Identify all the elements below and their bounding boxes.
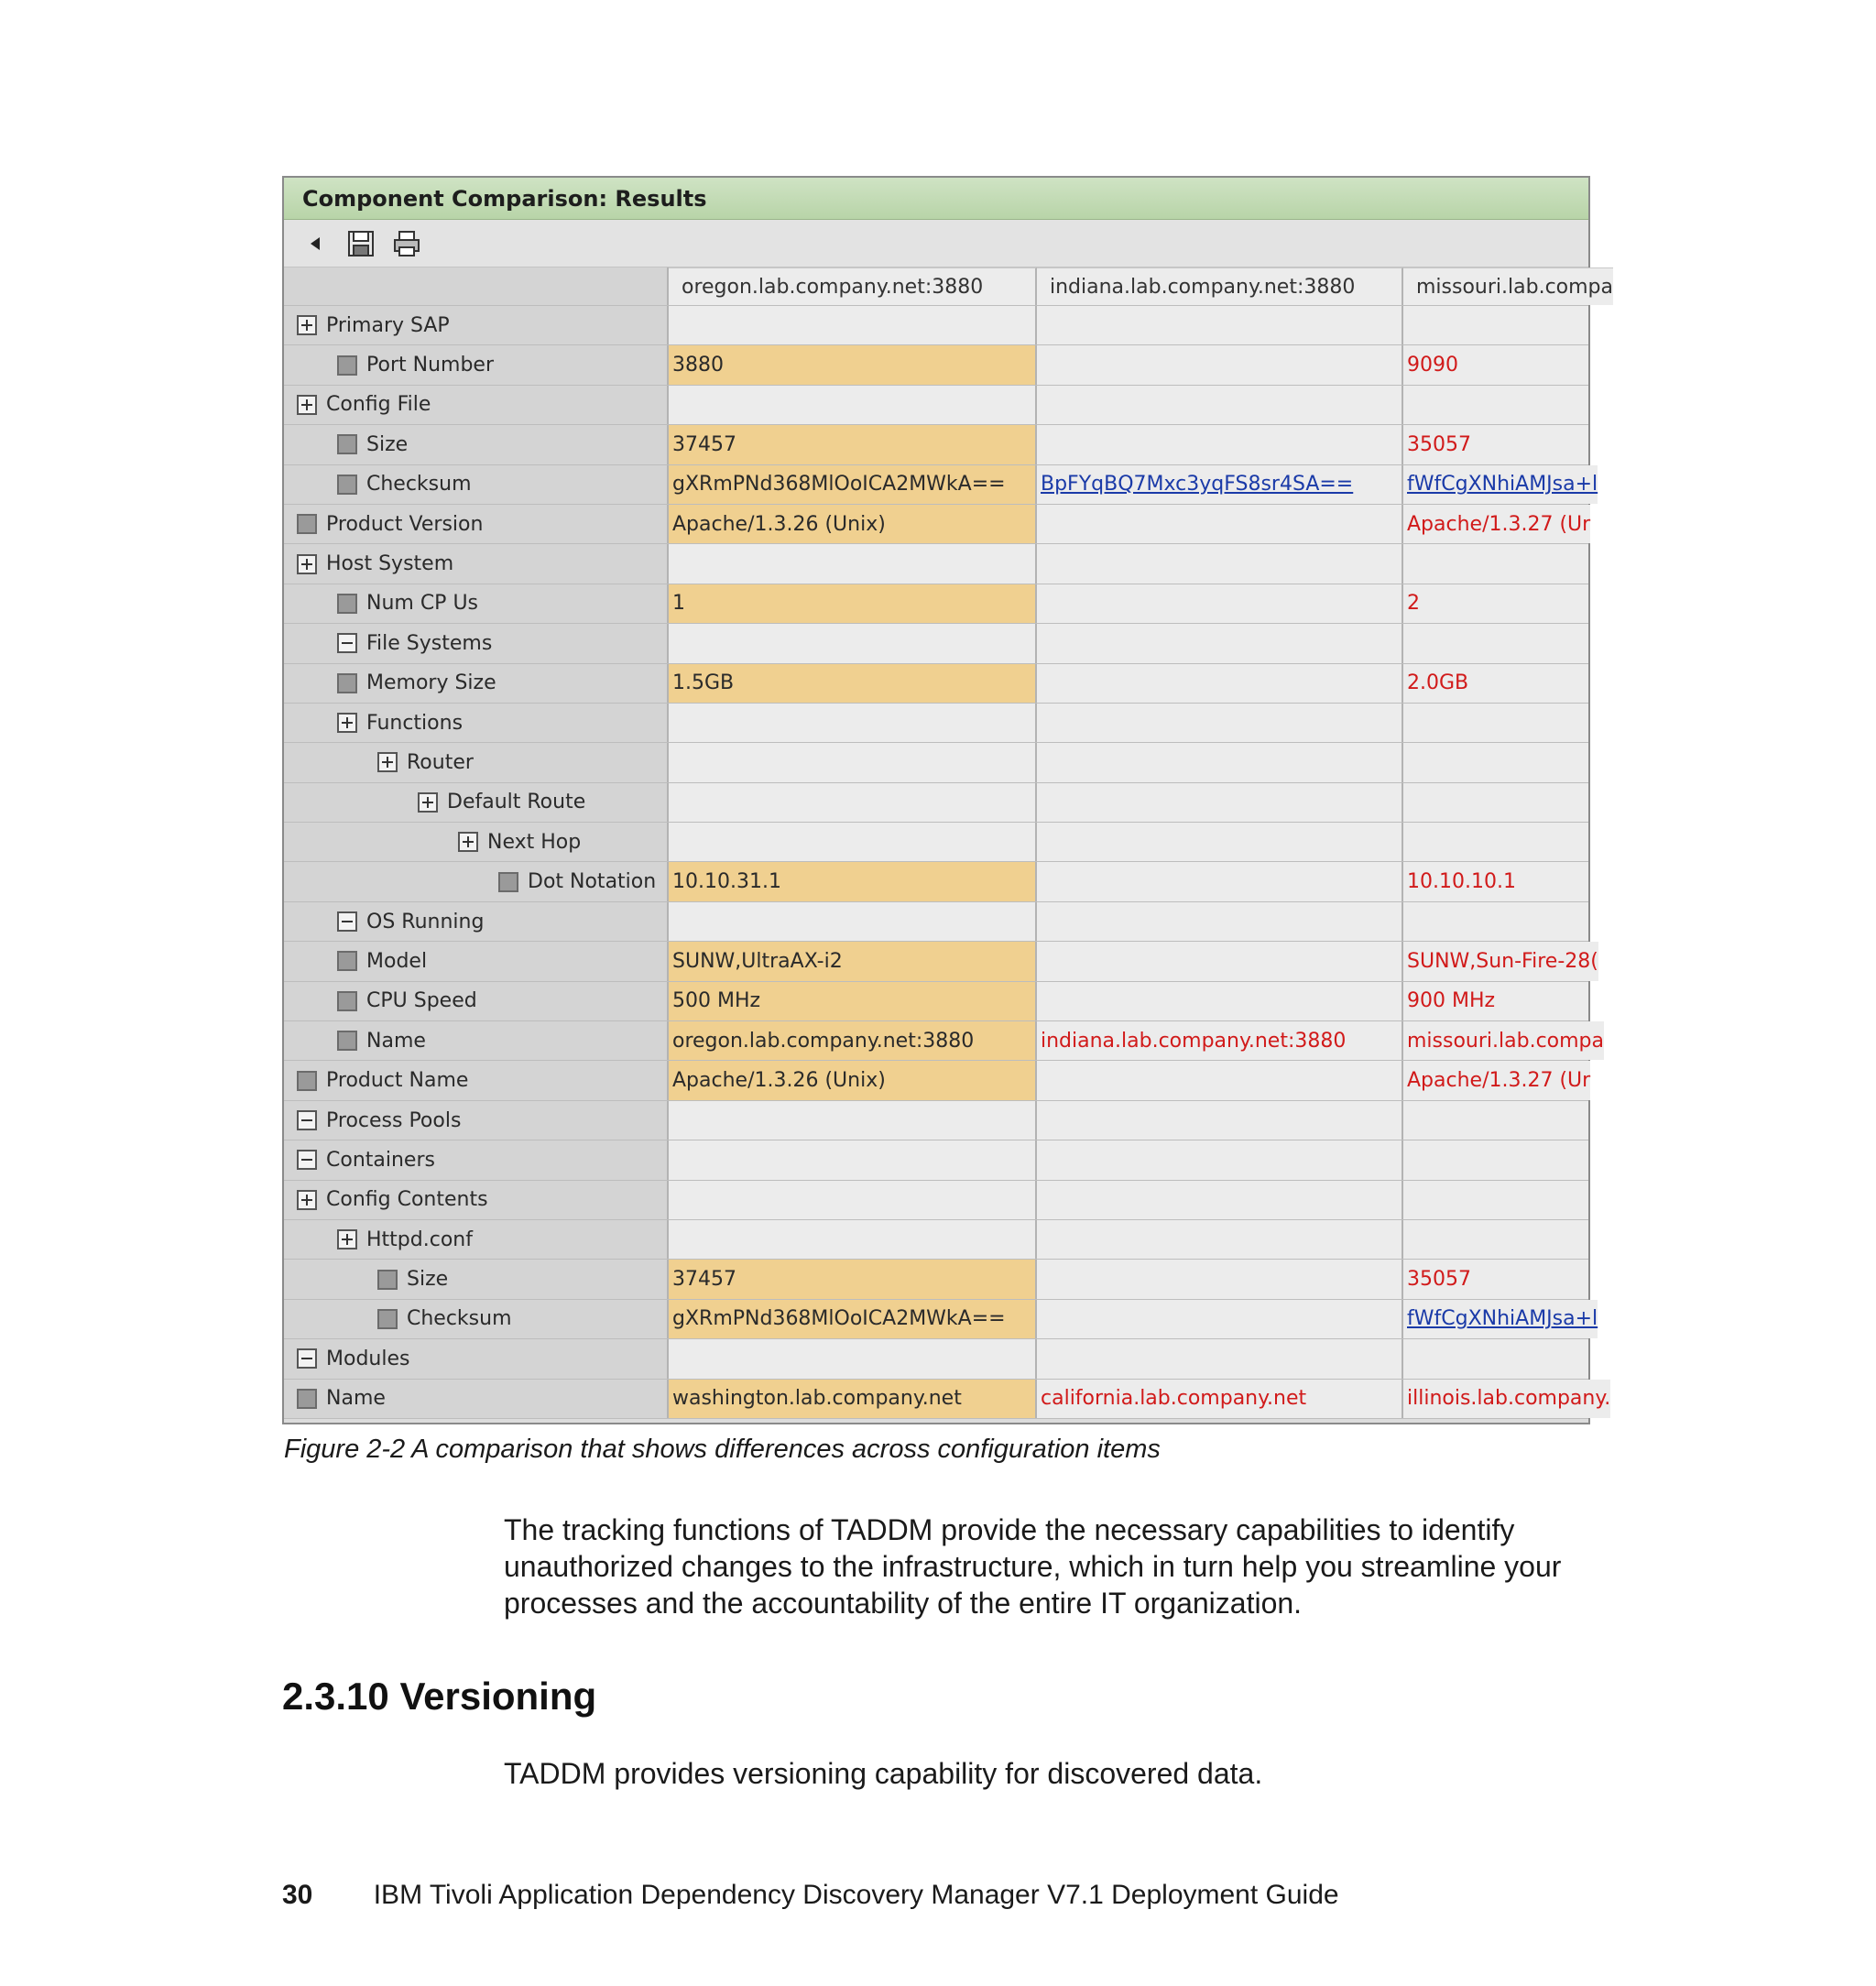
leaf-node-icon [337,951,357,971]
table-row[interactable] [284,1220,1588,1260]
value-cell-oregon [669,544,1037,583]
row-label-cell [284,306,669,344]
value-cell-indiana [1037,505,1403,543]
value-cell-oregon [669,624,1037,662]
value-cell-indiana [1037,1260,1403,1298]
row-label: Size [407,1268,449,1292]
body-paragraph-2: TADDM provides versioning capability for discovered data. [504,1757,1263,1790]
table-row[interactable] [284,1021,1605,1061]
value-cell-oregon: washington.lab.company.net [669,1380,1037,1418]
row-label: OS Running [366,910,485,933]
value-cell-indiana [1037,783,1403,822]
value-cell-oregon [669,783,1037,822]
row-label-cell [284,1021,669,1060]
value-cell-oregon: Apache/1.3.26 (Unix) [669,505,1037,543]
leaf-node-icon [337,434,357,454]
value-cell-oregon [669,743,1037,781]
row-label-cell [284,902,669,941]
row-label: Product Name [326,1069,469,1093]
row-label-cell [284,1140,669,1179]
row-label: Port Number [366,354,494,377]
row-label: Process Pools [326,1108,462,1132]
row-label: Checksum [366,473,472,496]
row-label: Model [366,949,428,973]
value-cell-oregon: 1.5GB [669,664,1037,703]
value-cell-missouri[interactable]: fWfCgXNhiAMJsa+l [1403,1300,1598,1338]
leaf-node-icon [337,594,357,614]
table-row[interactable] [284,823,1588,862]
value-cell-indiana [1037,1061,1403,1099]
expand-icon[interactable] [297,1190,317,1210]
row-label: Name [326,1387,386,1411]
value-cell-missouri [1403,1101,1588,1140]
value-cell-oregon [669,386,1037,424]
row-label-cell [284,1101,669,1140]
table-row[interactable] [284,584,1588,624]
row-label-cell [284,544,669,583]
value-cell-oregon [669,1339,1037,1378]
table-row[interactable] [284,386,1588,425]
collapse-icon[interactable] [297,1348,317,1369]
leaf-node-icon [377,1309,398,1329]
value-cell-indiana [1037,982,1403,1020]
value-cell-oregon [669,902,1037,941]
row-label: Httpd.conf [366,1228,473,1251]
value-cell-oregon [669,1140,1037,1179]
leaf-node-icon [337,673,357,693]
value-cell-indiana [1037,544,1403,583]
value-cell-missouri [1403,1181,1588,1219]
row-label-cell [284,664,669,703]
row-label: Num CP Us [366,592,479,616]
table-row[interactable] [284,425,1588,464]
value-cell-oregon: oregon.lab.company.net:3880 [669,1021,1037,1060]
value-cell-missouri: illinois.lab.company. [1403,1380,1610,1418]
table-row[interactable] [284,942,1598,981]
print-icon[interactable] [390,227,423,260]
row-label: CPU Speed [366,989,477,1013]
comparison-figure [282,176,1614,1424]
value-cell-missouri: 900 MHz [1403,982,1588,1020]
value-cell-oregon [669,1101,1037,1140]
collapse-icon[interactable] [337,633,357,653]
row-label-cell [284,465,669,504]
row-label: Dot Notation [528,870,657,894]
value-cell-indiana [1037,1101,1403,1140]
expand-icon[interactable] [297,554,317,574]
row-label: Modules [326,1347,410,1370]
value-cell-missouri: Apache/1.3.27 (Ur [1403,505,1590,543]
value-cell-indiana [1037,584,1403,623]
value-cell-missouri: 35057 [1403,425,1588,464]
leaf-node-icon [297,1389,317,1409]
row-label-cell [284,425,669,464]
row-label-cell [284,505,669,543]
leaf-node-icon [498,872,518,892]
value-cell-indiana [1037,704,1403,742]
collapse-icon[interactable] [297,1150,317,1170]
value-cell-oregon [669,306,1037,344]
row-label-cell [284,1339,669,1378]
row-label-cell [284,1181,669,1219]
value-cell-missouri: 35057 [1403,1260,1588,1298]
value-cell-missouri [1403,624,1588,662]
row-label-cell [284,1300,669,1338]
row-label: Memory Size [366,671,496,695]
row-label: Checksum [407,1307,512,1331]
row-label-cell [284,345,669,384]
row-label-cell [284,783,669,822]
row-label: Config Contents [326,1188,488,1212]
figure-caption: Figure 2-2 A comparison that shows differences across configuration items [284,1435,1161,1464]
leaf-node-icon [377,1270,398,1290]
row-label: Containers [326,1148,435,1172]
value-cell-oregon: gXRmPNd368MlOoICA2MWkA== [669,465,1037,504]
row-label-cell [284,1220,669,1259]
value-cell-oregon: 10.10.31.1 [669,862,1037,900]
table-row[interactable] [284,862,1588,901]
expand-icon[interactable] [297,315,317,335]
value-cell-oregon: 37457 [669,1260,1037,1298]
value-cell-indiana [1037,1220,1403,1259]
value-cell-indiana [1037,1339,1403,1378]
value-cell-missouri [1403,783,1588,822]
table-row[interactable] [284,1061,1591,1100]
value-cell-indiana [1037,942,1403,980]
expand-icon[interactable] [337,713,357,733]
row-label-cell [284,862,669,900]
value-cell-oregon [669,823,1037,861]
back-arrow-icon[interactable] [299,227,332,260]
value-cell-oregon: Apache/1.3.26 (Unix) [669,1061,1037,1099]
leaf-node-icon [297,514,317,534]
expand-icon[interactable] [458,832,478,852]
row-label: Functions [366,711,464,735]
value-cell-missouri [1403,743,1588,781]
leaf-node-icon [337,475,357,495]
value-cell-missouri[interactable]: fWfCgXNhiAMJsa+l [1403,465,1598,504]
table-row[interactable] [284,306,1588,345]
body-paragraph: The tracking functions of TADDM provide the necessary capabilities to identify unauthorized changes to the infrastructure, which in turn help you streamline your processes and the accountability of the entire IT organization. [504,1513,1562,1620]
value-cell-indiana [1037,743,1403,781]
page-footer [282,1880,1339,1911]
value-cell-missouri [1403,1339,1588,1378]
footer-title: IBM Tivoli Application Dependency Discovery Manager V7.1 Deployment Guide [373,1880,1339,1910]
row-label-cell [284,982,669,1020]
value-cell-indiana[interactable]: BpFYqBQ7Mxc3yqFS8sr4SA== [1037,465,1403,504]
table-row[interactable] [284,1260,1588,1299]
value-cell-missouri [1403,902,1588,941]
row-label-cell [284,624,669,662]
leaf-node-icon [297,1071,317,1091]
value-cell-indiana [1037,1140,1403,1179]
value-cell-indiana [1037,306,1403,344]
row-label: Next Hop [487,830,582,854]
value-cell-indiana [1037,823,1403,861]
value-cell-indiana [1037,1181,1403,1219]
table-row[interactable] [284,465,1598,505]
page-number: 30 [282,1880,313,1910]
column-header-missouri[interactable]: missouri.lab.compa [1403,267,1613,305]
column-header-blank [284,267,669,305]
table-row[interactable] [284,544,1588,584]
row-label-cell [284,1380,669,1418]
value-cell-indiana [1037,386,1403,424]
expand-icon[interactable] [377,752,398,772]
value-cell-missouri: Apache/1.3.27 (Ur [1403,1061,1590,1099]
table-row[interactable] [284,982,1588,1021]
row-label: Default Route [447,791,586,814]
column-header-indiana[interactable]: indiana.lab.company.net:3880 [1037,267,1403,305]
section-heading: 2.3.10 Versioning [282,1675,597,1718]
table-row[interactable] [284,1380,1611,1419]
value-cell-indiana: indiana.lab.company.net:3880 [1037,1021,1403,1060]
value-cell-oregon [669,1181,1037,1219]
value-cell-missouri: SUNW,Sun-Fire-28( [1403,942,1598,980]
value-cell-indiana [1037,624,1403,662]
value-cell-missouri [1403,1220,1588,1259]
table-row[interactable] [284,505,1591,544]
table-row[interactable] [284,1101,1588,1140]
row-label-cell [284,743,669,781]
value-cell-missouri [1403,306,1588,344]
row-label-cell [284,823,669,861]
value-cell-oregon: 500 MHz [669,982,1037,1020]
value-cell-missouri [1403,823,1588,861]
table-row[interactable] [284,783,1588,823]
leaf-node-icon [337,355,357,376]
toolbar [284,220,1588,267]
row-label-cell [284,386,669,424]
row-label-cell [284,1061,669,1099]
value-cell-missouri [1403,386,1588,424]
row-label-cell [284,942,669,980]
value-cell-indiana [1037,1300,1403,1338]
table-row[interactable] [284,1140,1588,1180]
save-icon[interactable] [344,227,377,260]
value-cell-missouri: 10.10.10.1 [1403,862,1588,900]
value-cell-indiana [1037,862,1403,900]
value-cell-indiana [1037,902,1403,941]
column-header-oregon[interactable]: oregon.lab.company.net:3880 [669,267,1037,305]
value-cell-missouri: 9090 [1403,345,1588,384]
expand-icon[interactable] [337,1229,357,1249]
value-cell-oregon: SUNW,UltraAX-i2 [669,942,1037,980]
value-cell-oregon [669,1220,1037,1259]
value-cell-missouri [1403,544,1588,583]
row-label: Product Version [326,512,484,536]
column-header-row [284,267,1614,306]
expand-icon[interactable] [297,395,317,415]
row-label: Primary SAP [326,313,450,337]
row-label-cell [284,584,669,623]
row-label: Config File [326,393,431,417]
value-cell-missouri [1403,704,1588,742]
value-cell-missouri: missouri.lab.compa [1403,1021,1604,1060]
row-label: Size [366,432,409,456]
comparison-grid [284,267,1614,1419]
table-row[interactable] [284,1300,1598,1339]
collapse-icon[interactable] [297,1110,317,1130]
value-cell-missouri: 2.0GB [1403,664,1588,703]
table-row[interactable] [284,624,1588,663]
table-row[interactable] [284,704,1588,743]
value-cell-missouri: 2 [1403,584,1588,623]
leaf-node-icon [337,1031,357,1051]
value-cell-indiana [1037,664,1403,703]
expand-icon[interactable] [418,792,438,813]
leaf-node-icon [337,991,357,1011]
table-row[interactable] [284,743,1588,782]
table-row[interactable] [284,1339,1588,1379]
table-row[interactable] [284,902,1588,942]
value-cell-oregon [669,704,1037,742]
row-label-cell [284,704,669,742]
row-label: Host System [326,552,454,576]
table-row[interactable] [284,345,1588,385]
value-cell-indiana [1037,425,1403,464]
value-cell-indiana: california.lab.company.net [1037,1380,1403,1418]
value-cell-oregon: gXRmPNd368MlOoICA2MWkA== [669,1300,1037,1338]
window-title: Component Comparison: Results [284,178,1588,220]
value-cell-oregon: 3880 [669,345,1037,384]
table-row[interactable] [284,664,1588,704]
value-cell-indiana [1037,345,1403,384]
row-label: Router [407,750,474,774]
row-label-cell [284,1260,669,1298]
value-cell-missouri [1403,1140,1588,1179]
row-label: File Systems [366,631,493,655]
table-row[interactable] [284,1181,1588,1220]
collapse-icon[interactable] [337,911,357,932]
value-cell-oregon: 1 [669,584,1037,623]
value-cell-oregon: 37457 [669,425,1037,464]
row-label: Name [366,1029,426,1053]
